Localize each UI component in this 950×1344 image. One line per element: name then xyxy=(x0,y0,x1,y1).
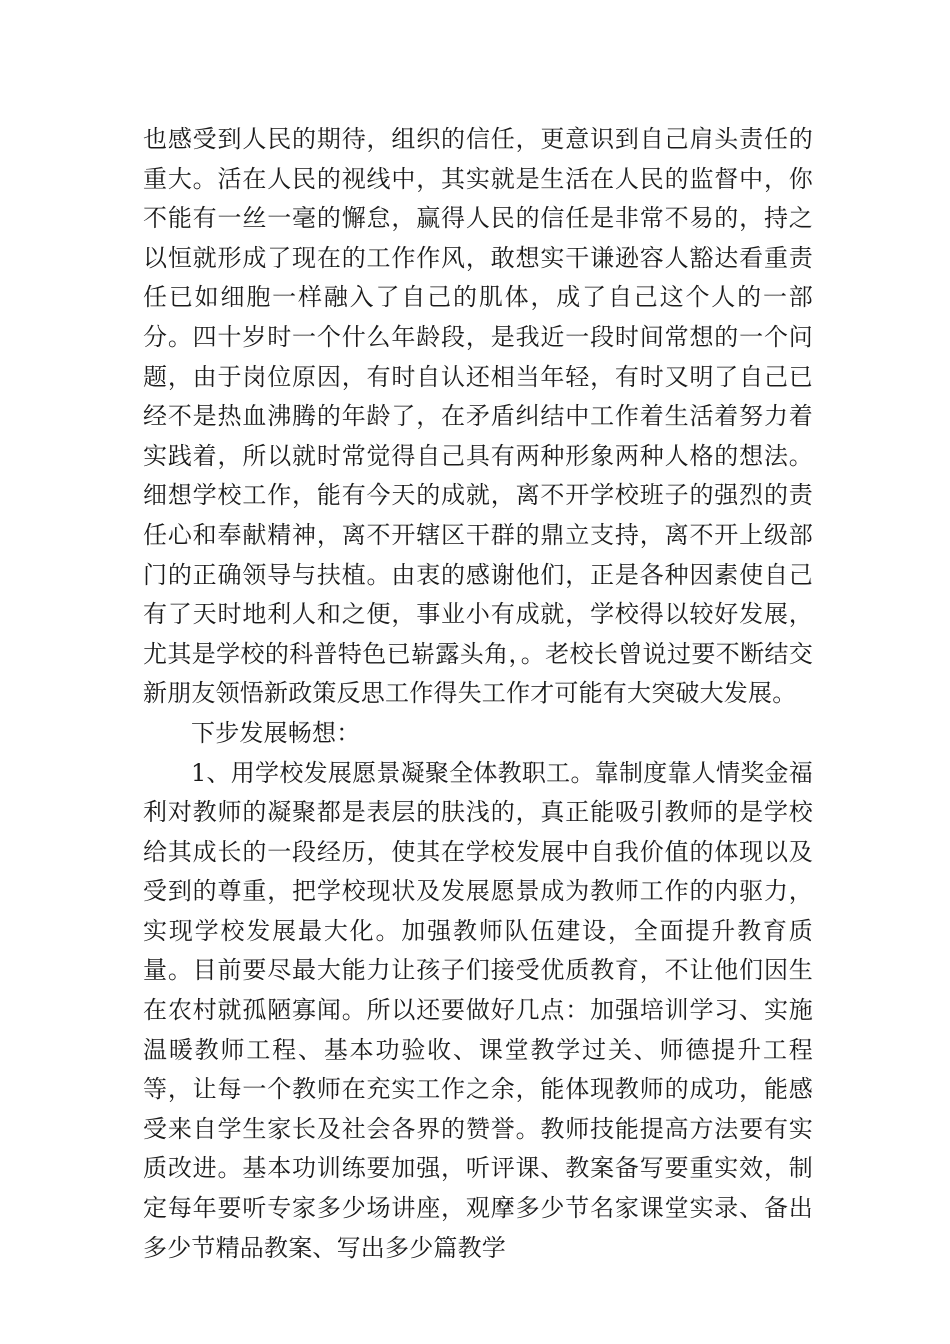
paragraph-item-1: 1、用学校发展愿景凝聚全体教职工。靠制度靠人情奖金福利对教师的凝聚都是表层的肤浅的，真正能吸引教师的是学校给其成长的一段经历，使其在学校发展中自我价值的体现以及受到的尊重，把学校现状及发展愿景成为教师工作的内驱力，实现学校发展最大化。加强教师队伍建设，全面提升教育质量。目前要尽最大能力让孩子们接受优质教育，不让他们因生在农村就孤陋寡闻。所以还要做好几点：加强培训学习、实施温暖教师工程、基本功验收、课堂教学过关、师德提升工程等，让每一个教师在充实工作之余，能体现教师的成功，能感受来自学生家长及社会各界的赞誉。教师技能提高方法要有实质改进。基本功训练要加强，听评课、教案备写要重实效，制定每年要听专家多少场讲座，观摩多少节名家课堂实录、备出多少节精品教案、写出多少篇教学 xyxy=(143,758,813,1262)
section-heading: 下步发展畅想： xyxy=(191,718,361,747)
document-body xyxy=(143,120,813,1268)
paragraph-continued: 也感受到人民的期待，组织的信任，更意识到自己肩头责任的重大。活在人民的视线中，其实就是生活在人民的监督中，你不能有一丝一毫的懈怠，赢得人民的信任是非常不易的，持之以恒就形成了现在的工作作风，敢想实干谦逊容人豁达看重责任已如细胞一样融入了自己的肌体，成了自己这个人的一部分。四十岁时一个什么年龄段，是我近一段时间常想的一个问题，由于岗位原因，有时自认还相当年轻，有时又明了自己已经不是热血沸腾的年龄了，在矛盾纠结中工作着生活着努力着实践着，所以就时常觉得自己具有两种形象两种人格的想法。细想学校工作，能有今天的成就，离不开学校班子的强烈的责任心和奉献精神，离不开辖区干群的鼎立支持，离不开上级部门的正确领导与扶植。由衷的感谢他们，正是各种因素使自己有了天时地利人和之便，事业小有成就，学校得以较好发展，尤其是学校的科普特色已崭露头角，。老校长曾说过要不断结交新朋友领悟新政策反思工作得失工作才可能有大突破大发展。 xyxy=(143,125,813,708)
